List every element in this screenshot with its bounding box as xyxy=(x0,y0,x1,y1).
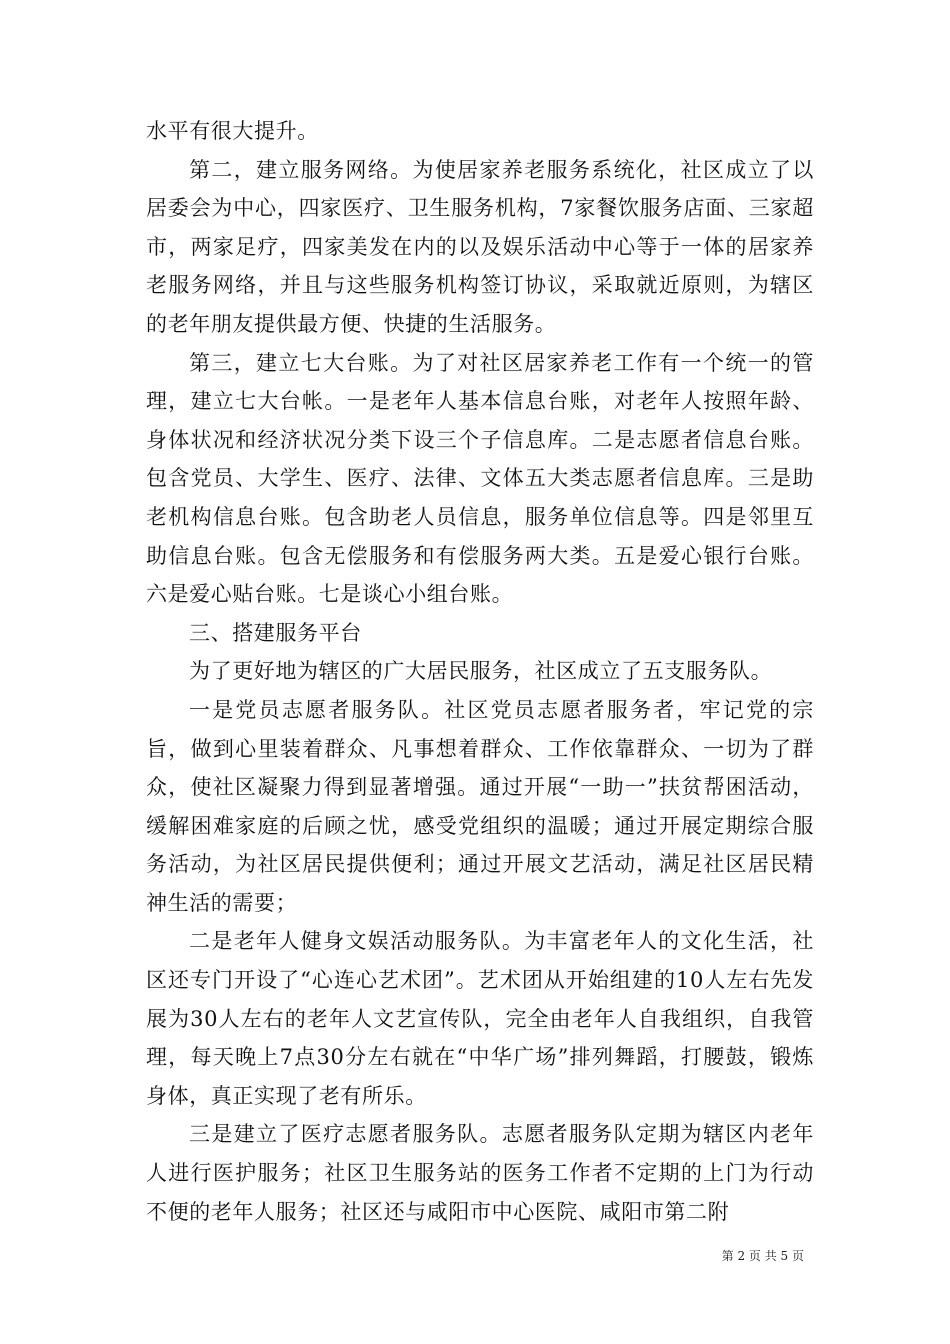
paragraph-medical-volunteer-team: 三是建立了医疗志愿者服务队。志愿者服务队定期为辖区内老年人进行医护服务；社区卫生服务站的医务工作者不定期的上门为行动不便的老年人服务；社区还与咸阳市中心医院、咸阳市第二附 xyxy=(146,1122,814,1224)
paragraph-seven-ledgers: 第三，建立七大台账。为了对社区居家养老工作有一个统一的管理，建立七大台帐。一是老年人基本信息台账，对老年人按照年龄、身体状况和经济状况分类下设三个子信息库。二是志愿者信息台账。包含党员、大学生、医疗、法律、文体五大类志愿者信息库。三是助老机构信息台账。包含助老人员信息，服务单位信息等。四是邻里互助信息台账。包含无偿服务和有偿服务两大类。五是爱心银行台账。六是爱心贴台账。七是谈心小组台账。 xyxy=(146,350,814,607)
paragraph-five-teams-intro: 为了更好地为辖区的广大居民服务，社区成立了五支服务队。 xyxy=(189,659,773,684)
paragraph-continuation: 水平有很大提升。 xyxy=(146,119,319,143)
document-body xyxy=(146,112,814,1231)
section-heading-service-platform: 三、搭建服务平台 xyxy=(189,620,362,645)
paragraph-party-volunteer-team: 一是党员志愿者服务队。社区党员志愿者服务者，牢记党的宗旨，做到心里装着群众、凡事想着群众、工作依靠群众、一切为了群众，使社区凝聚力得到显著增强。通过开展“一助一”扶贫帮困活动，缓解困难家庭的后顾之忧，感受党组织的温暖；通过开展定期综合服务活动，为社区居民提供便利；通过开展文艺活动，满足社区居民精神生活的需要； xyxy=(146,697,814,915)
page-number-footer: 第 2 页 共 5 页 xyxy=(721,1249,804,1263)
paragraph-service-network: 第二，建立服务网络。为使居家养老服务系统化，社区成立了以居委会为中心，四家医疗、卫生服务机构，7家餐饮服务店面、三家超市，两家足疗，四家美发在内的以及娱乐活动中心等于一体的居家养老服务网络，并且与这些服务机构签订协议，采取就近原则，为辖区的老年朋友提供最方便、快捷的生活服务。 xyxy=(146,157,814,336)
paragraph-fitness-entertainment-team: 二是老年人健身文娱活动服务队。为丰富老年人的文化生活，社区还专门开设了“心连心艺术团”。艺术团从开始组建的10人左右先发展为30人左右的老年人文艺宣传队，完全由老年人自我组织，自我管理，每天晚上7点30分左右就在“中华广场”排列舞蹈，打腰鼓，锻炼身体，真正实现了老有所乐。 xyxy=(146,929,814,1108)
